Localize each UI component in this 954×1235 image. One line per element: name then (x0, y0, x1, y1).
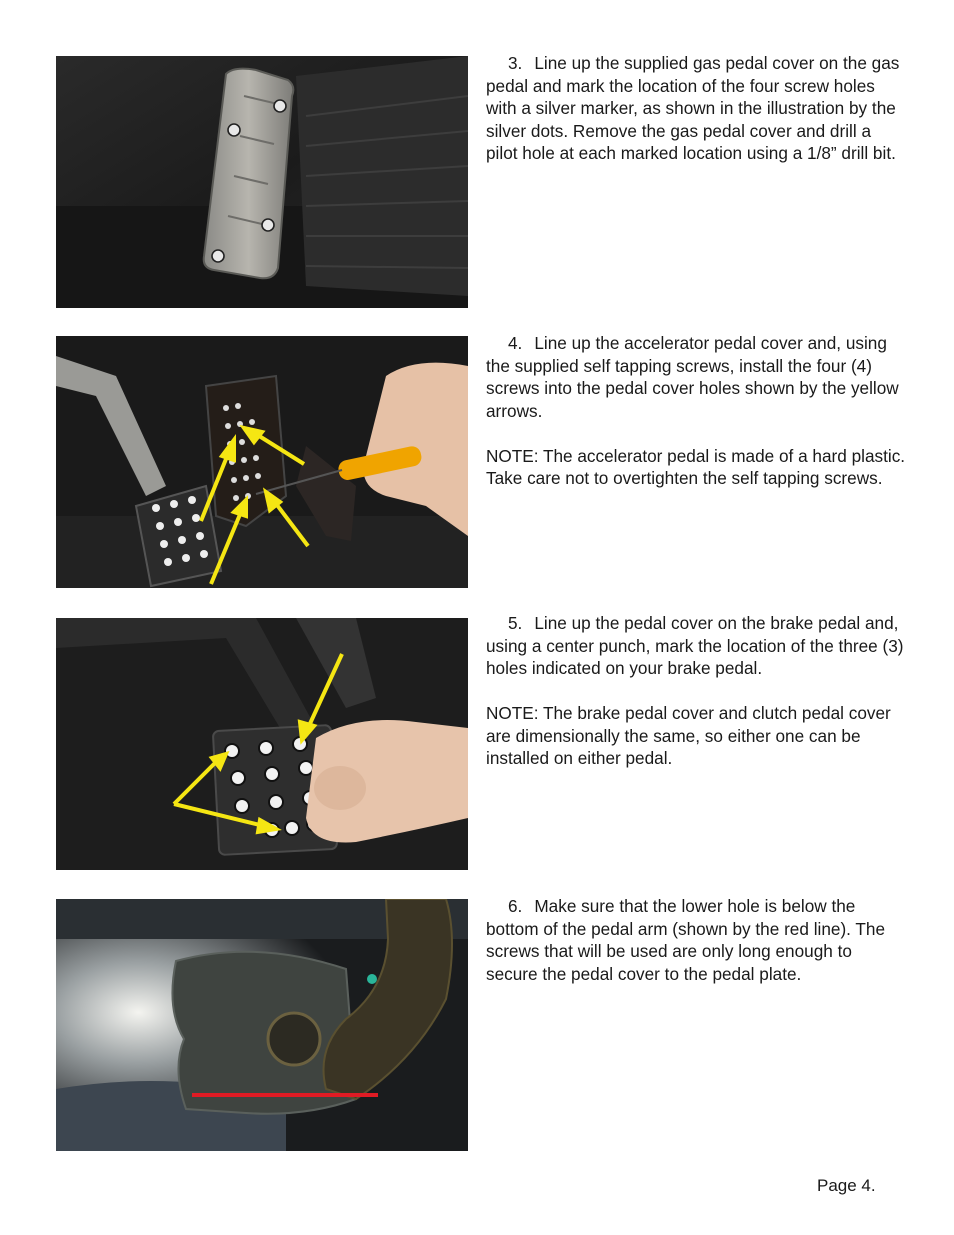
step-number: 6. (508, 896, 523, 916)
step-number: 4. (508, 333, 523, 353)
step-6-text (486, 895, 906, 985)
step-5-text (486, 612, 906, 770)
step-4-note: NOTE: The accelerator pedal is made of a hard plastic. Take care not to overtighten the self tapping screws. (486, 445, 906, 488)
step-3-paragraph: Line up the supplied gas pedal cover on the gas pedal and mark the location of the four screw holes with a silver marker, as shown in the illustration by the silver dots. Remove the gas pedal cover and drill a pilot hole at each marked location using a 1/8” drill bit. (486, 53, 900, 163)
step-4-text (486, 332, 906, 490)
step-3-text (486, 52, 906, 165)
brake-pedal-photo (56, 618, 468, 870)
step-5-note: NOTE: The brake pedal cover and clutch pedal cover are dimensionally the same, so either one can be installed on either pedal. (486, 703, 891, 768)
step-4-paragraph: Line up the accelerator pedal cover and, using the supplied self tapping screws, install the four (4) screws into the pedal cover holes shown by the yellow arrows. (486, 333, 899, 421)
step-number: 3. (508, 53, 523, 73)
step-number: 5. (508, 613, 523, 633)
accelerator-pedal-photo (56, 336, 468, 588)
page-number: Page 4. (817, 1176, 876, 1195)
step-5-paragraph: Line up the pedal cover on the brake pedal and, using a center punch, mark the location of the three (3) holes indicated on your brake pedal. (486, 613, 904, 678)
step-6-paragraph: Make sure that the lower hole is below the bottom of the pedal arm (shown by the red line). The screws that will be used are only long enough to secure the pedal cover to the pedal plate. (486, 896, 886, 984)
pedal-arm-photo (56, 899, 468, 1151)
gas-pedal-photo (56, 56, 468, 308)
